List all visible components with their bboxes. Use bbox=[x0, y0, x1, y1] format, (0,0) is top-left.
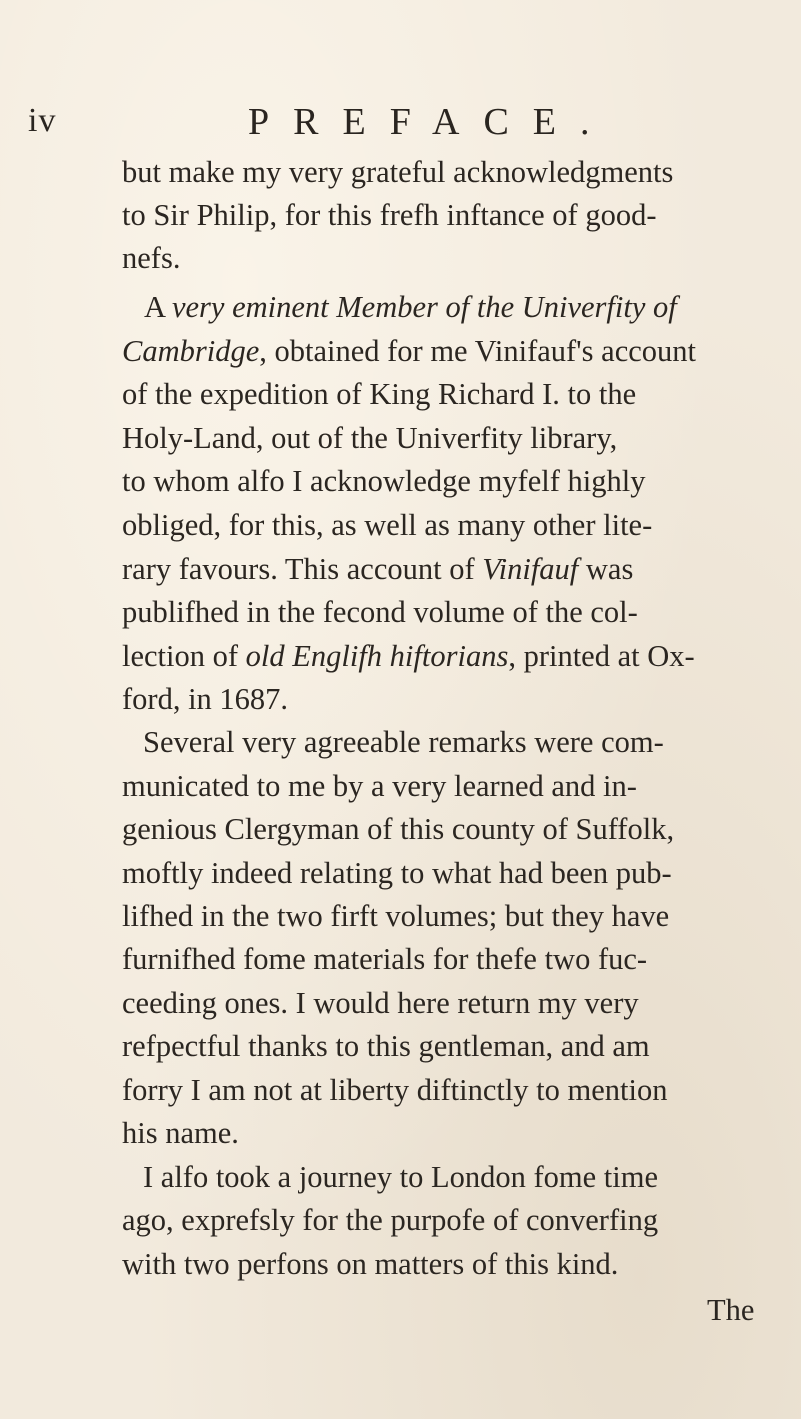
text-run: ford, in 1687. bbox=[122, 682, 289, 716]
page-header bbox=[0, 98, 801, 148]
running-title: PREFACE. bbox=[248, 101, 614, 143]
text-line bbox=[122, 771, 637, 802]
text-line bbox=[122, 1249, 618, 1280]
text-line bbox=[122, 901, 669, 932]
text-run: to whom alfo I acknowledge myfelf highly bbox=[122, 464, 646, 498]
text-run: A bbox=[144, 290, 172, 324]
text-line bbox=[122, 554, 633, 585]
text-line bbox=[122, 944, 647, 975]
text-run: The bbox=[707, 1293, 755, 1327]
text-line bbox=[122, 1075, 668, 1106]
italic-text: very eminent Member of the Univerfity of bbox=[171, 290, 677, 324]
text-run: of the expedition of King Richard I. to the bbox=[122, 377, 637, 411]
text-line bbox=[143, 727, 664, 758]
text-line bbox=[122, 858, 672, 889]
italic-text: Vinifauf bbox=[482, 552, 579, 586]
text-run: I alfo took a journey to London fome time bbox=[143, 1160, 658, 1194]
text-line bbox=[122, 379, 636, 410]
text-line bbox=[122, 1031, 650, 1062]
text-run: his name. bbox=[122, 1116, 239, 1150]
text-line bbox=[122, 336, 696, 367]
text-run: genious Clergyman of this county of Suffolk, bbox=[122, 812, 675, 846]
text-line bbox=[122, 423, 617, 454]
text-line bbox=[122, 200, 657, 231]
text-run: nefs. bbox=[122, 241, 181, 275]
text-run: to Sir Philip, for this frefh inftance of good- bbox=[122, 198, 657, 232]
text-run: ago, exprefsly for the purpofe of converfing bbox=[122, 1203, 659, 1237]
text-run: municated to me by a very learned and in- bbox=[122, 769, 637, 803]
text-line bbox=[122, 684, 288, 715]
text-line bbox=[707, 1295, 754, 1326]
text-line bbox=[122, 466, 645, 497]
text-line bbox=[122, 814, 674, 845]
italic-text: Cambridge bbox=[122, 334, 260, 368]
page-number: iv bbox=[28, 102, 57, 139]
text-line bbox=[144, 292, 677, 323]
text-line bbox=[122, 157, 673, 188]
text-run: publifhed in the fecond volume of the col- bbox=[122, 595, 638, 629]
text-run: furnifhed fome materials for thefe two fuc- bbox=[122, 942, 648, 976]
text-line bbox=[122, 510, 652, 541]
text-line bbox=[143, 1162, 658, 1193]
text-run: refpectful thanks to this gentleman, and am bbox=[122, 1029, 650, 1063]
italic-text: old Englifh hiftorians bbox=[245, 639, 509, 673]
text-run: , printed at Ox- bbox=[508, 639, 695, 673]
text-run: Holy-Land, out of the Univerfity library, bbox=[122, 421, 618, 455]
text-run: forry I am not at liberty diftinctly to mention bbox=[122, 1073, 668, 1107]
text-line bbox=[122, 1205, 658, 1236]
text-line bbox=[122, 597, 638, 628]
text-run: lection of bbox=[122, 639, 246, 673]
text-run: was bbox=[578, 552, 634, 586]
text-run: obliged, for this, as well as many other lite- bbox=[122, 508, 653, 542]
text-run: moftly indeed relating to what had been pub- bbox=[122, 856, 672, 890]
text-run: with two perfons on matters of this kind. bbox=[122, 1247, 619, 1281]
text-line bbox=[122, 243, 180, 274]
text-run: Several very agreeable remarks were com- bbox=[143, 725, 664, 759]
text-line bbox=[122, 988, 639, 1019]
text-run: , obtained for me Vinifauf's account bbox=[259, 334, 696, 368]
text-run: but make my very grateful acknowledgments bbox=[122, 155, 674, 189]
text-run: lifhed in the two firft volumes; but they have bbox=[122, 899, 670, 933]
text-line bbox=[122, 1118, 239, 1149]
text-run: rary favours. This account of bbox=[122, 552, 483, 586]
text-run: ceeding ones. I would here return my very bbox=[122, 986, 639, 1020]
text-line bbox=[122, 641, 695, 672]
